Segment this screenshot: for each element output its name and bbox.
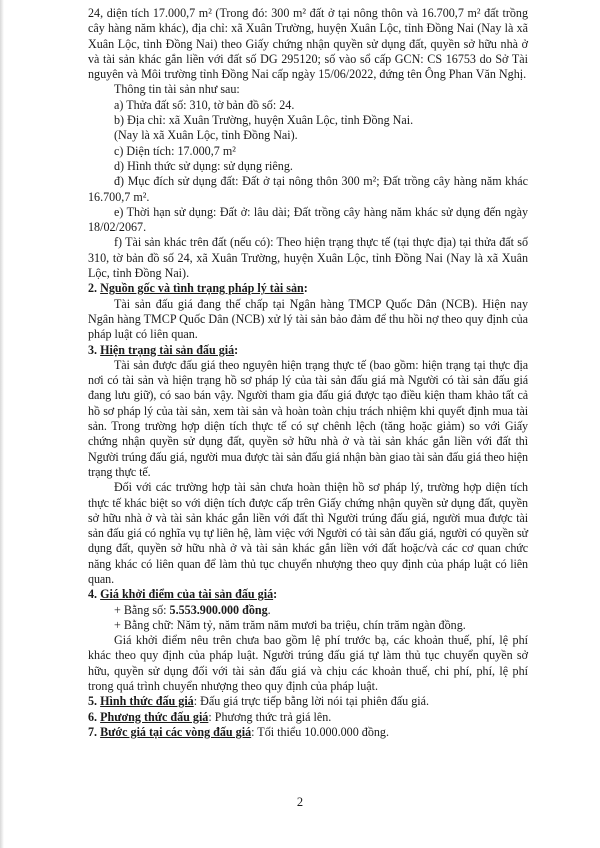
section-7-text: : Tối thiểu 10.000.000 đồng. [251,724,389,739]
section-4-number: 4. [88,587,98,602]
section-7-number: 7. [88,724,98,739]
asset-info-c: c) Diện tích: 17.000,7 m² [114,143,236,158]
asset-info-b-note: (Nay là xã Xuân Lộc, tỉnh Đồng Nai). [114,128,298,143]
starting-price-note: Giá khởi điểm nêu trên chưa bao gồm lệ phí trước bạ, các khoản thuế, phí, lệ phí khác theo quy định của pháp luật. Người trúng đấu giá tự làm thủ tục chuyển quyền sở hữu, quyền sử dụng đối với tài sản đấu giá và chịu các khoản thuế, chi phí, phí, lệ phí trong quá trình chuyển nhượng theo quy định của pháp luật. [88,633,528,694]
section-6-title: Phương thức đấu giá [100,709,209,724]
section-5-number: 5. [88,694,98,709]
section-4-heading [88,587,528,602]
asset-info-d: d) Hình thức sử dụng: sử dụng riêng. [114,158,293,173]
asset-info-e: e) Thời hạn sử dụng: Đất ở: lâu dài; Đất trồng cây hàng năm khác sử dụng đến ngày 18/02/2067. [88,204,528,235]
section-5-title: Hình thức đấu giá [100,694,194,709]
intro-paragraph: 24, diện tích 17.000,7 m² (Trong đó: 300 m² đất ở tại nông thôn và 16.700,7 m² đất trồng cây hàng năm khác), địa chỉ: xã Xuân Trường, huyện Xuân Lộc, tỉnh Đồng Nai (Nay là xã Xuân Lộc, tỉnh Đồng Nai) theo Giấy chứng nhận quyền sử dụng đất, quyền sở hữu nhà ở và tài sản khác gắn liền với đất số DG 295120; số vào sổ cấp GCN: CS 16753 do Sở Tài nguyên và Môi trường tỉnh Đồng Nai cấp ngày 15/06/2022, đứng tên Ông Phan Văn Nghị. [88,6,528,82]
asset-info-a: a) Thửa đất số: 310, tờ bản đồ số: 24. [114,97,295,112]
section-6-line [88,710,528,725]
section-2-number: 2. [88,281,98,296]
section-6-number: 6. [88,709,98,724]
starting-price-number-label: + Bằng số: [114,602,170,617]
section-3-paragraph-2: Đối với các trường hợp tài sản chưa hoàn thiện hồ sơ pháp lý, trường hợp diện tích thực tế khác biệt so với diện tích được cấp trên Giấy chứng nhận quyền sử dụng đất, quyền sở hữu nhà ở và tài sản khác gắn liền với đất thì Người trúng đấu giá, người mua được tài sản đấu giá có nghĩa vụ tự liên hệ, làm việc với Người có tài sản đấu giá, người có quyền sử dụng đất, quyền sở hữu nhà ở và tài sản khác gắn liền với đất hoặc/và các cơ quan chức năng khác có liên quan để làm thủ tục chuyển nhượng theo quy định của pháp luật có liên quan. [88,480,528,586]
asset-info-title: Thông tin tài sản như sau: [114,82,240,97]
starting-price-number-end: . [267,602,271,617]
section-7-title: Bước giá tại các vòng đấu giá [100,724,252,739]
section-3-colon: : [234,342,239,357]
page-number: 2 [296,795,304,809]
section-5-line [88,694,528,709]
starting-price-number-line [88,603,528,618]
section-2-colon: : [303,281,308,296]
section-4-colon: : [273,587,278,602]
asset-info-f: f) Tài sản khác trên đất (nếu có): Theo hiện trạng thực tế (tại thực địa) tại thửa đất số 310, tờ bản đồ số 24, xã Xuân Trường, huyện Xuân Lộc, tỉnh Đồng Nai (Nay là xã Xuân Lộc, tỉnh Đồng Nai). [88,235,528,281]
section-3-title: Hiện trạng tài sản đấu giá [100,342,235,357]
section-3-heading [88,343,528,358]
asset-info-dd: đ) Mục đích sử dụng đất: Đất ở tại nông thôn 300 m²; Đất trồng cây hàng năm khác 16.700,7 m². [88,174,528,204]
asset-info-b: b) Địa chỉ: xã Xuân Trường, huyện Xuân Lộc, tỉnh Đồng Nai. [114,113,414,128]
section-6-text: : Phương thức trả giá lên. [208,709,332,724]
section-2-title: Nguồn gốc và tình trạng pháp lý tài sản [100,281,304,296]
section-3-paragraph-1: Tài sản được đấu giá theo nguyên hiện trạng thực tế (bao gồm: hiện trạng tại thực địa nơi có tài sản và hiện trạng hồ sơ pháp lý của tài sản đấu giá mà Người có tài sản đấu giá đang lưu giữ), có sao bán vậy. Người tham gia đấu giá được tạo điều kiện tham khảo tất cả hồ sơ pháp lý của tài sản, xem tài sản và hoàn toàn chịu trách nhiệm khi quyết định mua tài sản. Trong trường hợp diện tích thực tế có sự chênh lệch (tăng hoặc giảm) so với Giấy chứng nhận quyền sử dụng đất, quyền sở hữu nhà ở và tài sản khác gắn liền với đất thì Người trúng đấu giá, người mua được tài sản đấu giá nhận bàn giao tài sản đấu giá theo hiện trạng thực tế. [88,357,528,479]
section-7-line [88,725,528,740]
section-4-title: Giá khởi điểm của tài sản đấu giá [100,587,274,602]
starting-price-words: + Bằng chữ: Năm tỷ, năm trăm năm mươi ba triệu, chín trăm ngàn đồng. [114,617,466,632]
section-2-body: Tài sản đấu giá đang thế chấp tại Ngân hàng TMCP Quốc Dân (NCB). Hiện nay Ngân hàng TMCP Quốc Dân (NCB) xử lý tài sản bảo đảm để thu hồi nợ theo quy định của pháp luật có liên quan. [88,296,528,342]
starting-price-number-value: 5.553.900.000 đồng [169,602,268,617]
section-2-heading [88,281,528,296]
section-5-text: : Đấu giá trực tiếp bằng lời nói tại phiên đấu giá. [193,694,430,709]
section-3-number: 3. [88,342,98,357]
